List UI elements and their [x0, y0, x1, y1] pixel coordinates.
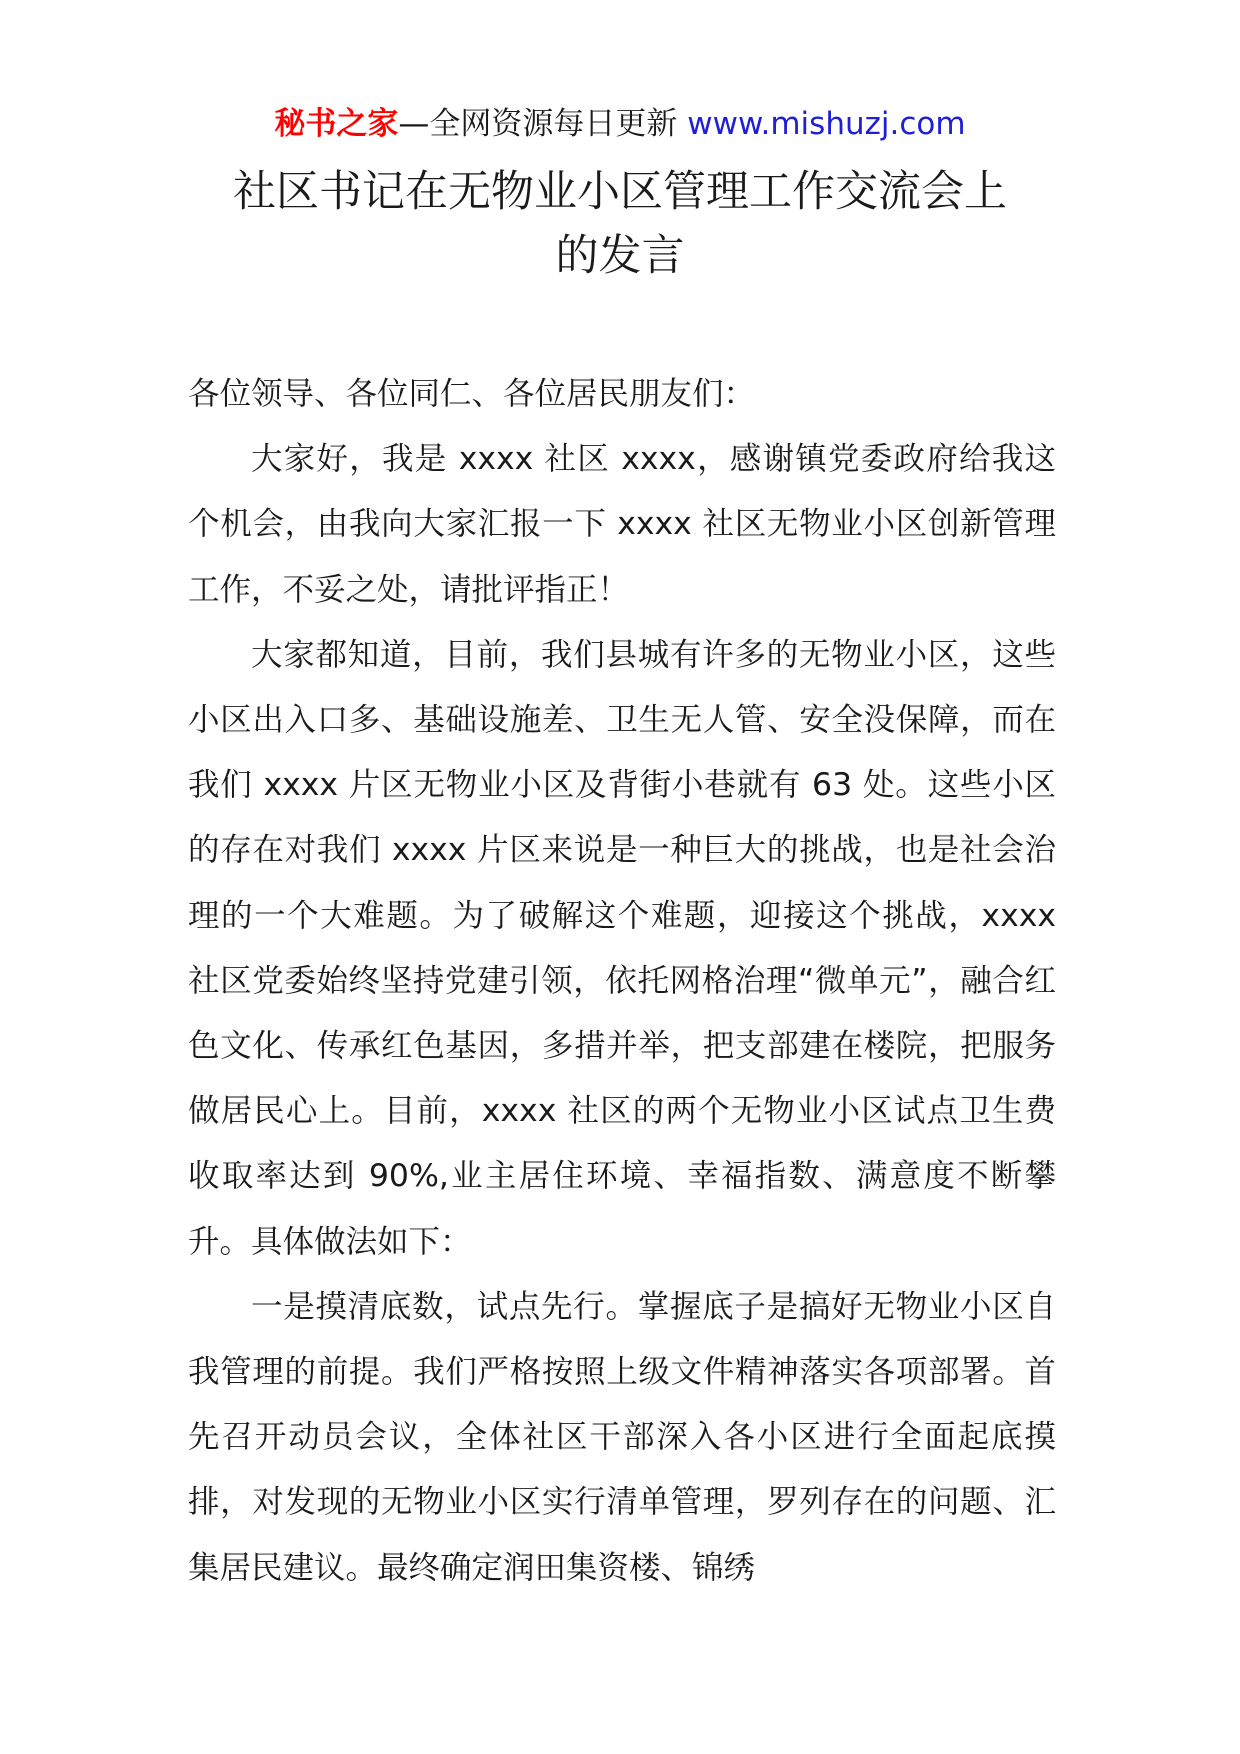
paragraph-measure-one: 一是摸清底数，试点先行。掌握底子是搞好无物业小区自我管理的前提。我们严格按照上级文件精神落实各项部署。首先召开动员会议，全体社区干部深入各小区进行全面起底摸排，对发现的无物业小区实行清单管理，罗列存在的问题、汇集居民建议。最终确定润田集资楼、锦绣 — [188, 1288, 1056, 1586]
document-body — [188, 362, 1056, 1601]
site-tagline: —全网资源每日更新 — [398, 106, 678, 142]
site-brand: 秘书之家 — [274, 106, 399, 142]
document-title-line-2: 的发言 — [555, 231, 685, 281]
document-title-line-1: 社区书记在无物业小区管理工作交流会上 — [233, 167, 1007, 217]
salutation: 各位领导、各位同仁、各位居民朋友们： — [188, 376, 756, 412]
paragraph-background: 大家都知道，目前，我们县城有许多的无物业小区，这些小区出入口多、基础设施差、卫生无人管、安全没保障，而在我们 xxxx 片区无物业小区及背街小巷就有 63 处。这些小区的存在对我们 xxxx 片区来说是一种巨大的挑战，也是社会治理的一个大难题。为了破解这个难题，迎接这个挑战，xxxx 社区党委始终坚持党建引领，依托网格治理“微单元”，融合红色文化、传承红色基因，多措并举，把支部建在楼院，把服务做居民心上。目前，xxxx 社区的两个无物业小区试点卫生费收取率达到 90%,业主居住环境、幸福指数、满意度不断攀升。具体做法如下： — [188, 636, 1056, 1260]
site-header — [0, 100, 1240, 148]
paragraph-greeting: 大家好，我是 xxxx 社区 xxxx，感谢镇党委政府给我这个机会，由我向大家汇报一下 xxxx 社区无物业小区创新管理工作，不妥之处，请批评指正！ — [188, 441, 1056, 608]
site-url-link[interactable]: www.mishuzj.com — [687, 106, 966, 142]
document-title — [180, 160, 1060, 288]
